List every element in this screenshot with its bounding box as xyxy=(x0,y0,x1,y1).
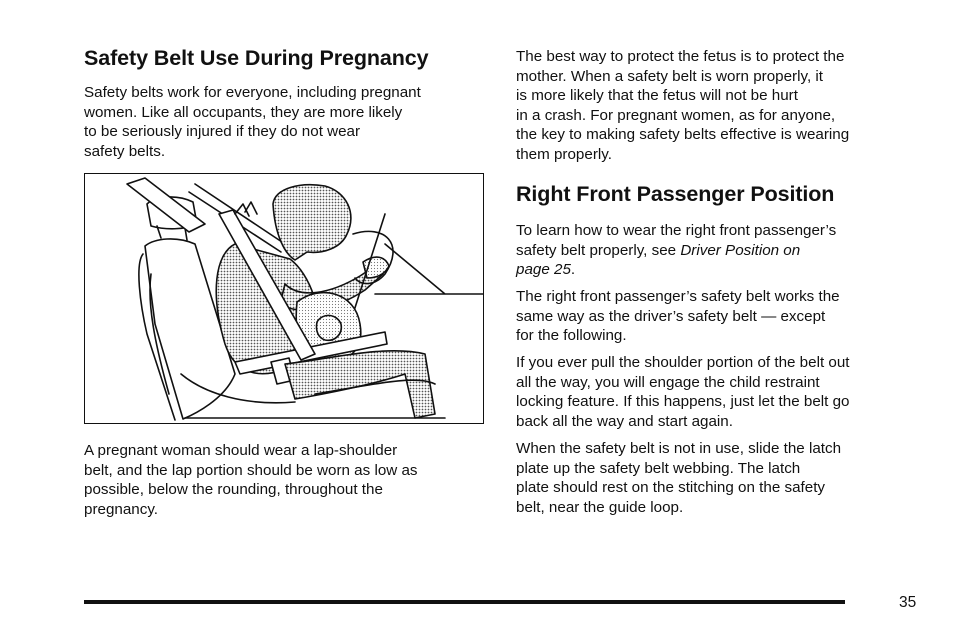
text-line: Safety belts work for everyone, including pregnant xyxy=(84,84,421,101)
text-line: plate should rest on the stitching on the safety xyxy=(516,479,826,497)
text-line: pregnancy. xyxy=(84,500,159,518)
intro-paragraph xyxy=(84,83,421,161)
text-line: for the following. xyxy=(516,327,627,345)
text-line: To learn how to wear the right front passenger’s xyxy=(516,222,837,239)
text-line: possible, below the rounding, throughout the xyxy=(84,481,383,499)
text-line: The best way to protect the fetus is to protect the xyxy=(516,48,845,65)
text-line: the key to making safety belts effective is wearing xyxy=(516,126,850,144)
text-line: A pregnant woman should wear a lap-shoulder xyxy=(84,442,398,459)
text-line: The right front passenger’s safety belt works the xyxy=(516,288,840,305)
footer-rule xyxy=(84,600,845,604)
fetus-paragraph xyxy=(516,47,849,165)
text-line: safety belts. xyxy=(84,142,166,160)
text-line: When the safety belt is not in use, slide the latch xyxy=(516,440,842,457)
text-line: women. Like all occupants, they are more likely xyxy=(84,103,403,121)
text-line: in a crash. For pregnant women, as for anyone, xyxy=(516,106,836,124)
figure-caption xyxy=(84,441,418,519)
pull-belt-paragraph xyxy=(516,353,850,431)
text-line: If you ever pull the shoulder portion of the belt out xyxy=(516,354,850,371)
pregnant-woman-seatbelt-illustration xyxy=(84,173,484,424)
text-line: locking feature. If this happens, just let the belt go xyxy=(516,393,850,411)
text-line: mother. When a safety belt is worn properly, it xyxy=(516,67,823,85)
works-paragraph xyxy=(516,287,840,346)
text-line: plate up the safety belt webbing. The latch xyxy=(516,459,801,477)
latch-plate-paragraph xyxy=(516,439,841,517)
learn-paragraph xyxy=(516,221,836,280)
text-line xyxy=(516,241,836,261)
text-line: back all the way and start again. xyxy=(516,412,733,430)
driver-position-reference-link[interactable]: Driver Position on xyxy=(680,241,801,259)
text-line: all the way, you will engage the child restraint xyxy=(516,373,820,391)
text-line: belt, near the guide loop. xyxy=(516,498,684,516)
text-line: them properly. xyxy=(516,145,612,163)
text-line: to be seriously injured if they do not wear xyxy=(84,123,361,141)
text-segment: safety belt properly, see xyxy=(516,241,681,259)
section-heading-pregnancy: Safety Belt Use During Pregnancy xyxy=(84,46,429,70)
text-line xyxy=(516,260,836,280)
text-segment: . xyxy=(570,261,576,279)
page-number: 35 xyxy=(899,594,917,611)
text-line: belt, and the lap portion should be worn as low as xyxy=(84,461,418,479)
text-line: same way as the driver’s safety belt — except xyxy=(516,307,826,325)
page-reference-link[interactable]: page 25 xyxy=(516,261,571,279)
section-heading-right-front-passenger: Right Front Passenger Position xyxy=(516,182,835,206)
text-line: is more likely that the fetus will not be hurt xyxy=(516,87,798,105)
